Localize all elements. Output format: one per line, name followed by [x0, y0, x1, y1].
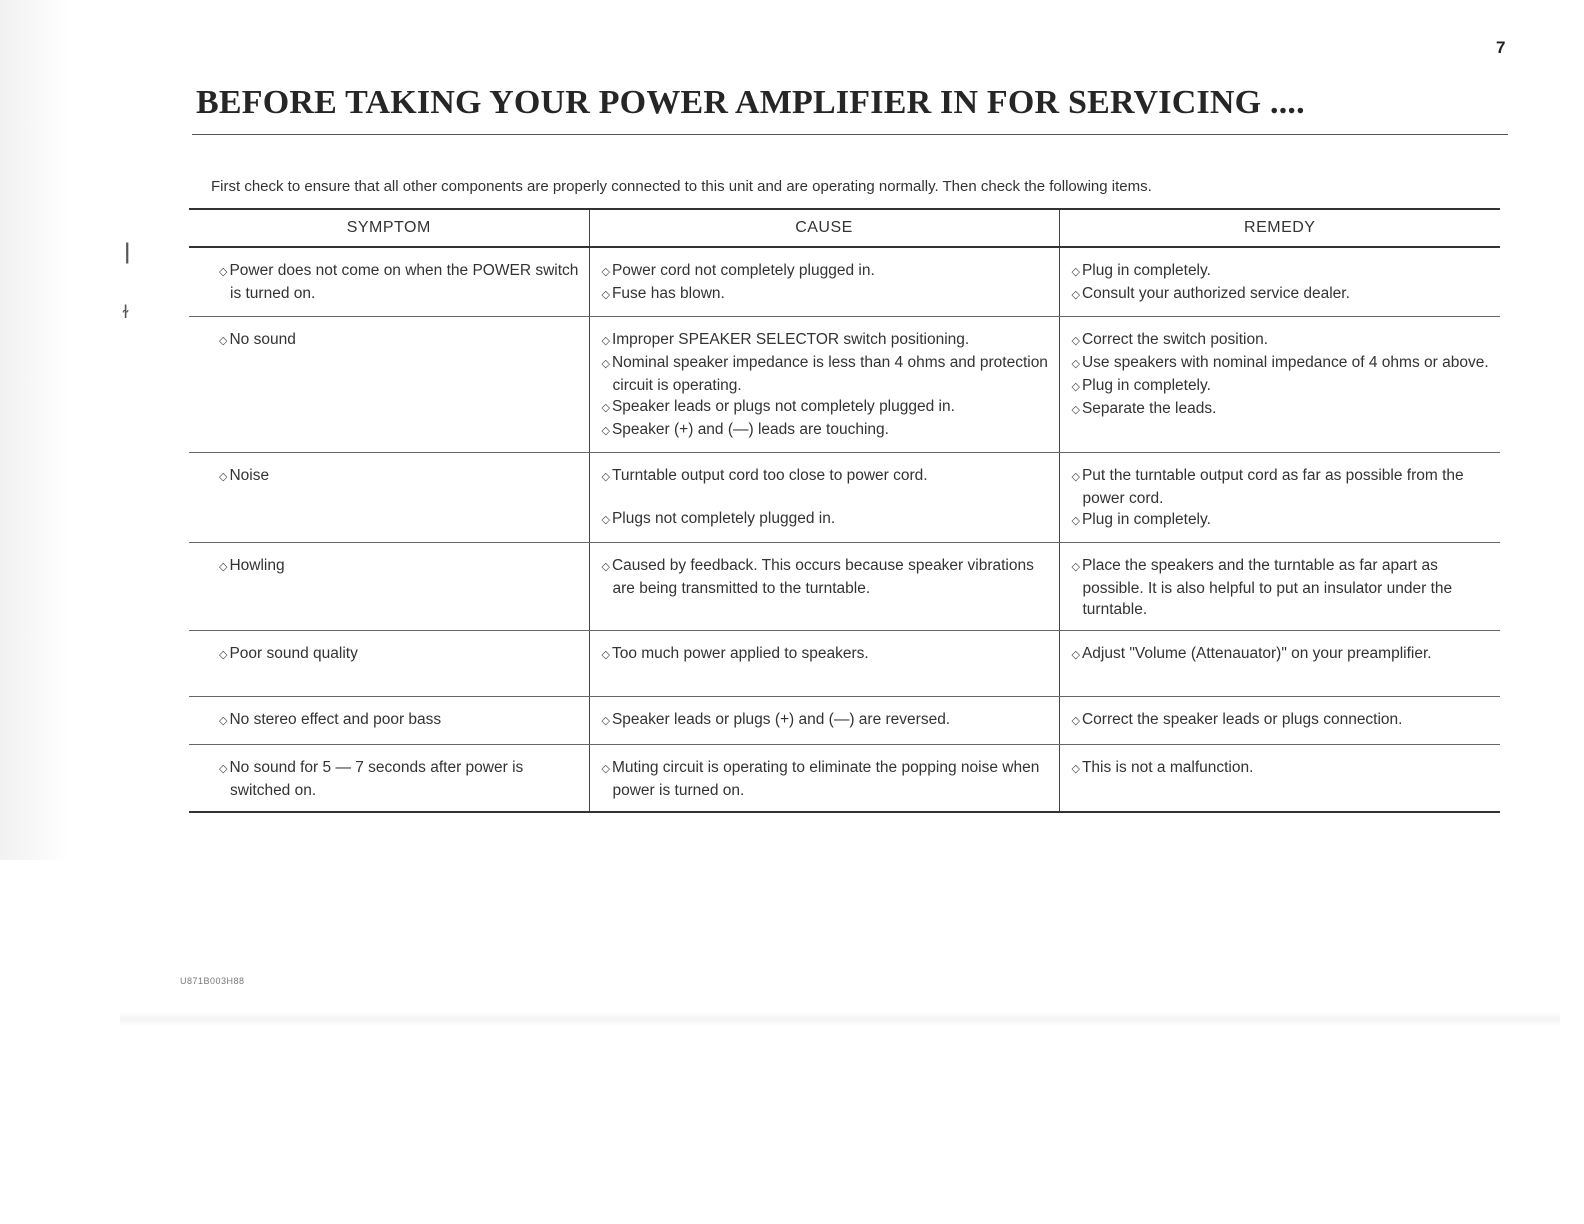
header-remedy: REMEDY — [1059, 209, 1500, 247]
diamond-bullet-icon: ◇ — [1071, 289, 1080, 301]
table-row — [189, 543, 1500, 631]
remedy-entry — [1072, 643, 1493, 666]
cause-text: Improper SPEAKER SELECTOR switch positioning. — [611, 331, 970, 348]
table-row — [189, 317, 1500, 453]
diamond-bullet-icon: ◇ — [601, 425, 610, 437]
symptom-text: No sound — [229, 331, 296, 348]
symptom-text: Power does not come on when the POWER switch is turned on. — [229, 262, 579, 302]
intro-text: First check to ensure that all other components are properly connected to this unit and are operating normally. Then check the following items. — [211, 178, 1152, 195]
remedy-text: Use speakers with nominal impedance of 4 ohms or above. — [1081, 354, 1489, 371]
diamond-bullet-icon: ◇ — [601, 335, 610, 347]
title-rule — [192, 134, 1508, 135]
remedy-cell — [1059, 745, 1500, 813]
remedy-cell — [1059, 543, 1500, 631]
remedy-entry — [1072, 757, 1493, 780]
header-symptom: SYMPTOM — [189, 209, 589, 247]
remedy-text: Plug in completely. — [1081, 511, 1211, 528]
cause-text: Nominal speaker impedance is less than 4 ohms and protection circuit is operating. — [611, 354, 1048, 394]
cause-entry — [602, 709, 1051, 732]
header-cause: CAUSE — [589, 209, 1059, 247]
margin-mark: ɫ — [122, 302, 130, 323]
symptom-cell — [189, 697, 589, 745]
diamond-bullet-icon: ◇ — [219, 649, 228, 661]
symptom-entry — [219, 643, 581, 666]
cause-cell — [589, 247, 1059, 317]
remedy-text: Plug in completely. — [1081, 262, 1211, 279]
remedy-entry — [1072, 283, 1493, 306]
cause-text: Speaker leads or plugs (+) and (—) are reversed. — [611, 711, 951, 728]
symptom-cell — [189, 631, 589, 697]
cause-text: Speaker (+) and (—) leads are touching. — [611, 421, 889, 438]
diamond-bullet-icon: ◇ — [601, 561, 610, 573]
diamond-bullet-icon: ◇ — [601, 358, 610, 370]
cause-entry — [602, 352, 1051, 396]
remedy-text: Consult your authorized service dealer. — [1081, 285, 1350, 302]
diamond-bullet-icon: ◇ — [1071, 763, 1080, 775]
remedy-text: Plug in completely. — [1081, 377, 1211, 394]
remedy-entry — [1072, 509, 1493, 532]
diamond-bullet-icon: ◇ — [219, 561, 228, 573]
symptom-entry — [219, 757, 581, 801]
remedy-text: Put the turntable output cord as far as possible from the power cord. — [1081, 467, 1464, 507]
page-number: 7 — [1496, 38, 1506, 57]
cause-text: Fuse has blown. — [611, 285, 725, 302]
remedy-cell — [1059, 317, 1500, 453]
symptom-entry — [219, 329, 581, 352]
diamond-bullet-icon: ◇ — [601, 514, 610, 526]
remedy-entry — [1072, 398, 1493, 421]
diamond-bullet-icon: ◇ — [219, 335, 228, 347]
margin-mark: ǀ — [124, 240, 131, 265]
cause-text: Turntable output cord too close to power cord. — [611, 467, 928, 484]
table-header-row — [189, 209, 1500, 247]
diamond-bullet-icon: ◇ — [1071, 335, 1080, 347]
remedy-entry — [1072, 555, 1493, 620]
table-row — [189, 697, 1500, 745]
remedy-entry — [1072, 709, 1493, 732]
cause-text: Power cord not completely plugged in. — [611, 262, 875, 279]
cause-cell — [589, 745, 1059, 813]
remedy-cell — [1059, 697, 1500, 745]
remedy-text: Separate the leads. — [1081, 400, 1217, 417]
cause-entry — [602, 419, 1051, 442]
troubleshooting-table — [189, 208, 1500, 813]
diamond-bullet-icon: ◇ — [219, 471, 228, 483]
remedy-cell — [1059, 247, 1500, 317]
cause-cell — [589, 697, 1059, 745]
cause-entry — [602, 465, 1051, 488]
diamond-bullet-icon: ◇ — [601, 289, 610, 301]
diamond-bullet-icon: ◇ — [601, 763, 610, 775]
diamond-bullet-icon: ◇ — [1071, 471, 1080, 483]
remedy-entry — [1072, 375, 1493, 398]
symptom-entry — [219, 709, 581, 732]
table-row — [189, 631, 1500, 697]
table-body — [189, 247, 1500, 812]
symptom-cell — [189, 247, 589, 317]
diamond-bullet-icon: ◇ — [219, 266, 228, 278]
table-row — [189, 247, 1500, 317]
cause-entry — [602, 643, 1051, 666]
remedy-entry — [1072, 465, 1493, 509]
cause-text: Speaker leads or plugs not completely plugged in. — [611, 398, 955, 415]
diamond-bullet-icon: ◇ — [1071, 266, 1080, 278]
symptom-cell — [189, 317, 589, 453]
remedy-cell — [1059, 631, 1500, 697]
remedy-entry — [1072, 352, 1493, 375]
cause-entry — [602, 283, 1051, 306]
symptom-text: No stereo effect and poor bass — [229, 711, 442, 728]
remedy-cell — [1059, 453, 1500, 543]
diamond-bullet-icon: ◇ — [1071, 515, 1080, 527]
cause-text: Muting circuit is operating to eliminate the popping noise when power is turned on. — [611, 759, 1040, 799]
cause-text: Plugs not completely plugged in. — [611, 510, 836, 527]
cause-entry — [602, 260, 1051, 283]
diamond-bullet-icon: ◇ — [601, 266, 610, 278]
cause-cell — [589, 543, 1059, 631]
diamond-bullet-icon: ◇ — [219, 763, 228, 775]
table-row — [189, 745, 1500, 813]
diamond-bullet-icon: ◇ — [1071, 715, 1080, 727]
remedy-text: Adjust "Volume (Attenauator)" on your preamplifier. — [1081, 645, 1432, 662]
cause-entry — [602, 555, 1051, 599]
cause-entry — [602, 396, 1051, 419]
remedy-text: Correct the speaker leads or plugs connection. — [1081, 711, 1403, 728]
symptom-text: Poor sound quality — [229, 645, 358, 662]
symptom-text: Howling — [229, 557, 285, 574]
symptom-cell — [189, 745, 589, 813]
symptom-text: Noise — [229, 467, 270, 484]
symptom-cell — [189, 543, 589, 631]
diamond-bullet-icon: ◇ — [1071, 561, 1080, 573]
symptom-entry — [219, 555, 581, 578]
symptom-text: No sound for 5 — 7 seconds after power is switched on. — [229, 759, 524, 799]
diamond-bullet-icon: ◇ — [1071, 381, 1080, 393]
diamond-bullet-icon: ◇ — [601, 715, 610, 727]
cause-text: Too much power applied to speakers. — [611, 645, 869, 662]
table-row — [189, 453, 1500, 543]
scan-shadow-left — [0, 0, 70, 860]
cause-cell — [589, 317, 1059, 453]
remedy-entry — [1072, 329, 1493, 352]
cause-entry — [602, 757, 1051, 801]
footer-code: U871B003H88 — [180, 976, 245, 986]
cause-cell — [589, 453, 1059, 543]
symptom-cell — [189, 453, 589, 543]
symptom-entry — [219, 465, 581, 488]
remedy-entry — [1072, 260, 1493, 283]
cause-entry — [602, 508, 1051, 531]
diamond-bullet-icon: ◇ — [1071, 404, 1080, 416]
diamond-bullet-icon: ◇ — [1071, 358, 1080, 370]
cause-cell — [589, 631, 1059, 697]
diamond-bullet-icon: ◇ — [219, 715, 228, 727]
remedy-text: Place the speakers and the turntable as far apart as possible. It is also helpful to put an insulator under the turntable. — [1081, 557, 1453, 618]
scan-shadow-bottom — [120, 1012, 1560, 1026]
remedy-text: Correct the switch position. — [1081, 331, 1269, 348]
diamond-bullet-icon: ◇ — [601, 402, 610, 414]
troubleshooting-table-container — [189, 208, 1500, 813]
page-title: BEFORE TAKING YOUR POWER AMPLIFIER IN FOR SERVICING .... — [196, 84, 1305, 121]
cause-text: Caused by feedback. This occurs because speaker vibrations are being transmitted to the turntable. — [611, 557, 1034, 597]
diamond-bullet-icon: ◇ — [1071, 649, 1080, 661]
diamond-bullet-icon: ◇ — [601, 471, 610, 483]
symptom-entry — [219, 260, 581, 304]
diamond-bullet-icon: ◇ — [601, 649, 610, 661]
remedy-text: This is not a malfunction. — [1081, 759, 1254, 776]
cause-entry — [602, 329, 1051, 352]
